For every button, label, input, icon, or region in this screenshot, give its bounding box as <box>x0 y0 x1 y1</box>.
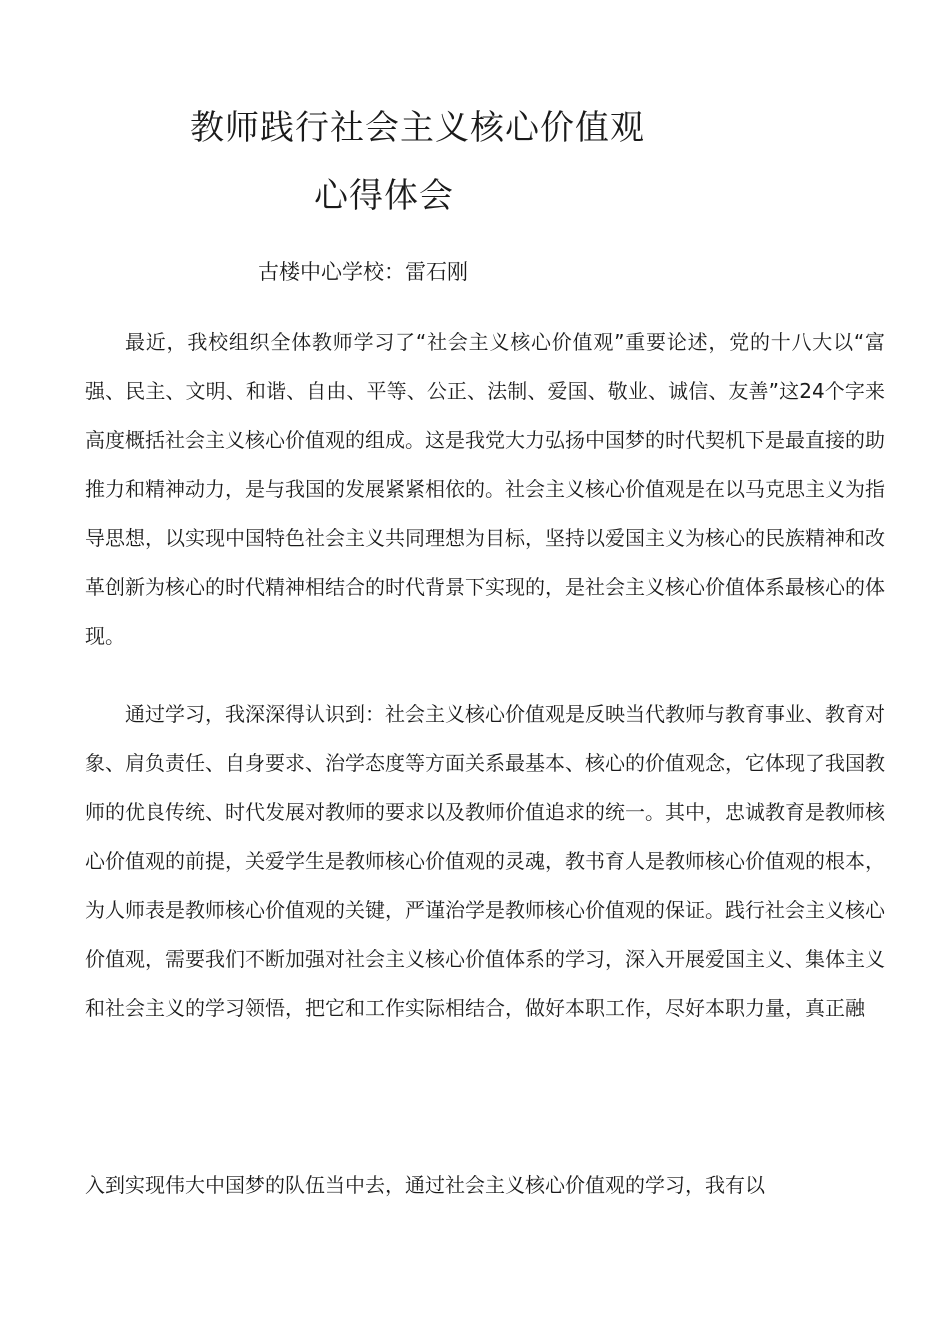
document-title-line-1: 教师践行社会主义核心价值观 <box>190 108 645 148</box>
body-paragraph-2-block <box>85 690 885 1033</box>
body-paragraph-2: 通过学习，我深深得认识到：社会主义核心价值观是反映当代教师与教育事业、教育对象、肩负责任、自身要求、治学态度等方面关系最基本、核心的价值观念，它体现了我国教师的优良传统、时代发展对教师的要求以及教师价值追求的统一。其中，忠诚教育是教师核心价值观的前提，关爱学生是教师核心价值观的灵魂，教书育人是教师核心价值观的根本，为人师表是教师核心价值观的关键，严谨治学是教师核心价值观的保证。践行社会主义核心价值观，需要我们不断加强对社会主义核心价值体系的学习，深入开展爱国主义、集体主义和社会主义的学习领悟，把它和工作实际相结合，做好本职工作，尽好本职力量，真正融 <box>85 702 885 1020</box>
author-line: 古楼中心学校：雷石刚 <box>258 260 468 284</box>
body-paragraph-1-block <box>85 318 885 661</box>
body-continuation-block <box>85 1161 885 1210</box>
body-paragraph-1: 最近，我校组织全体教师学习了“社会主义核心价值观”重要论述，党的十八大以“富强、民主、文明、和谐、自由、平等、公正、法制、爱国、敬业、诚信、友善”这24个字来高度概括社会主义核心价值观的组成。这是我党大力弘扬中国梦的时代契机下是最直接的助推力和精神动力，是与我国的发展紧紧相依的。社会主义核心价值观是在以马克思主义为指导思想，以实现中国特色社会主义共同理想为目标，坚持以爱国主义为核心的民族精神和改革创新为核心的时代精神相结合的时代背景下实现的，是社会主义核心价值体系最核心的体现。 <box>85 330 885 648</box>
document-title-line-2: 心得体会 <box>314 176 454 216</box>
body-continuation: 入到实现伟大中国梦的队伍当中去，通过社会主义核心价值观的学习，我有以 <box>85 1173 765 1197</box>
